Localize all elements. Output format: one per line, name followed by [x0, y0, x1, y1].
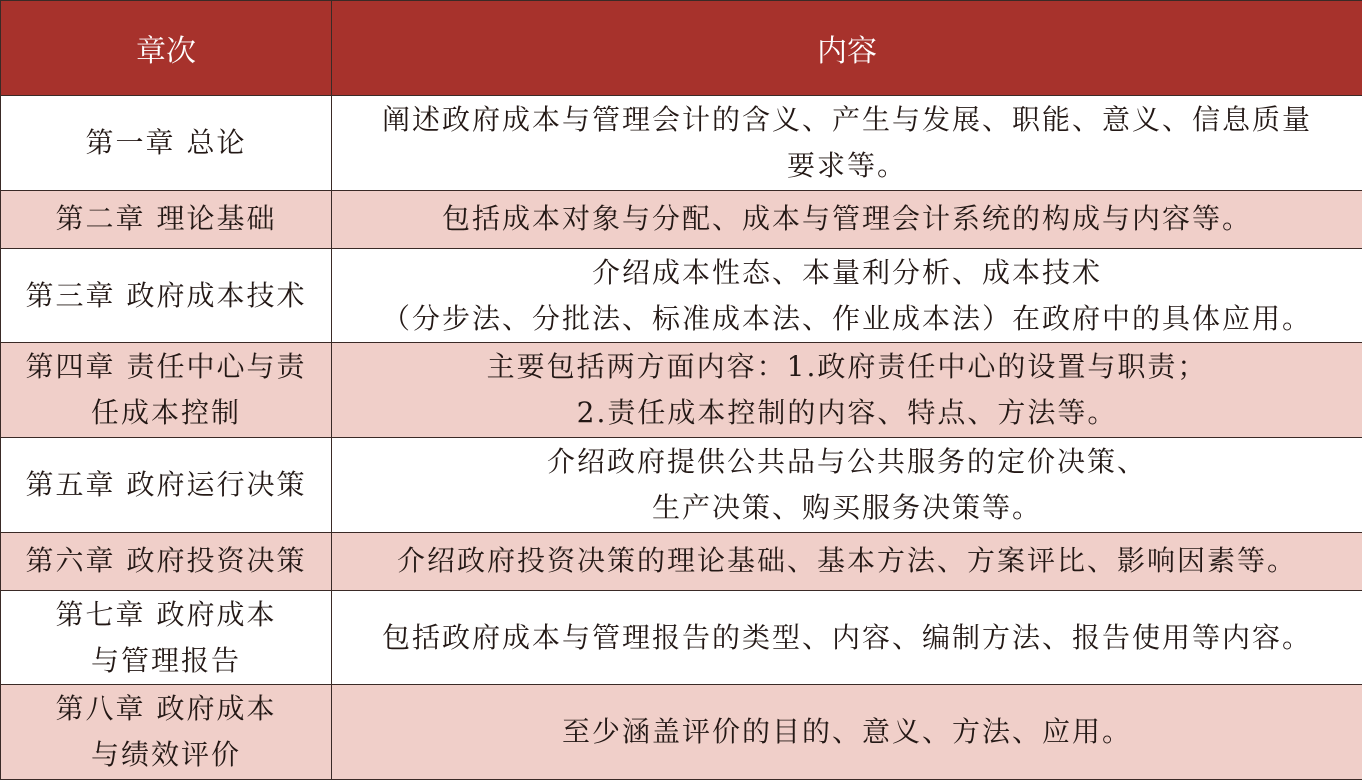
chapter-line: 第六章 政府投资决策 [25, 544, 307, 578]
chapter-cell [1, 343, 332, 438]
chapter-cell [1, 96, 332, 191]
content-line: （分步法、分批法、标准成本法、作业成本法）在政府中的具体应用。 [381, 301, 1312, 335]
table-row [1, 437, 1362, 532]
table-header-row [1, 1, 1362, 96]
table-row [1, 248, 1362, 343]
chapter-line: 第八章 政府成本 [55, 692, 277, 726]
header-chapter: 章次 [1, 1, 332, 96]
chapter-cell [1, 248, 332, 343]
chapter-cell [1, 685, 332, 780]
chapter-line: 第一章 总论 [85, 125, 247, 159]
content-cell [332, 685, 1362, 780]
chapter-line: 与绩效评价 [90, 738, 241, 772]
content-line: 包括政府成本与管理报告的类型、内容、编制方法、报告使用等内容。 [381, 620, 1312, 654]
content-cell [332, 590, 1362, 685]
content-line: 要求等。 [786, 148, 907, 182]
content-cell [332, 96, 1362, 191]
table-row [1, 96, 1362, 191]
chapter-line: 第三章 政府成本技术 [25, 278, 307, 312]
header-content: 内容 [332, 1, 1362, 96]
content-line: 主要包括两方面内容：1.政府责任中心的设置与职责； [486, 350, 1208, 384]
content-cell [332, 532, 1362, 590]
table-row [1, 532, 1362, 590]
chapter-line: 与管理报告 [90, 643, 241, 677]
content-line: 包括成本对象与分配、成本与管理会计系统的构成与内容等。 [441, 202, 1252, 236]
table-row [1, 590, 1362, 685]
chapter-line: 第五章 政府运行决策 [25, 467, 307, 501]
content-cell [332, 437, 1362, 532]
content-cell [332, 343, 1362, 438]
chapter-line: 第七章 政府成本 [55, 597, 277, 631]
content-line: 介绍成本性态、本量利分析、成本技术 [591, 255, 1102, 289]
content-line: 介绍政府投资决策的理论基础、基本方法、方案评比、影响因素等。 [396, 544, 1297, 578]
content-cell [332, 190, 1362, 248]
chapter-line: 任成本控制 [90, 396, 241, 430]
content-line: 阐述政府成本与管理会计的含义、产生与发展、职能、意义、信息质量 [381, 102, 1312, 136]
table-row [1, 190, 1362, 248]
content-cell [332, 248, 1362, 343]
content-line: 2.责任成本控制的内容、特点、方法等。 [576, 396, 1118, 430]
content-line: 生产决策、购买服务决策等。 [651, 490, 1042, 524]
chapter-cell [1, 532, 332, 590]
chapter-cell [1, 437, 332, 532]
chapter-cell [1, 190, 332, 248]
chapter-line: 第四章 责任中心与责 [25, 350, 307, 384]
content-line: 至少涵盖评价的目的、意义、方法、应用。 [561, 715, 1132, 749]
table-row [1, 343, 1362, 438]
chapter-cell [1, 590, 332, 685]
table-row [1, 685, 1362, 780]
content-line: 介绍政府提供公共品与公共服务的定价决策、 [546, 444, 1147, 478]
chapter-line: 第二章 理论基础 [55, 202, 277, 236]
